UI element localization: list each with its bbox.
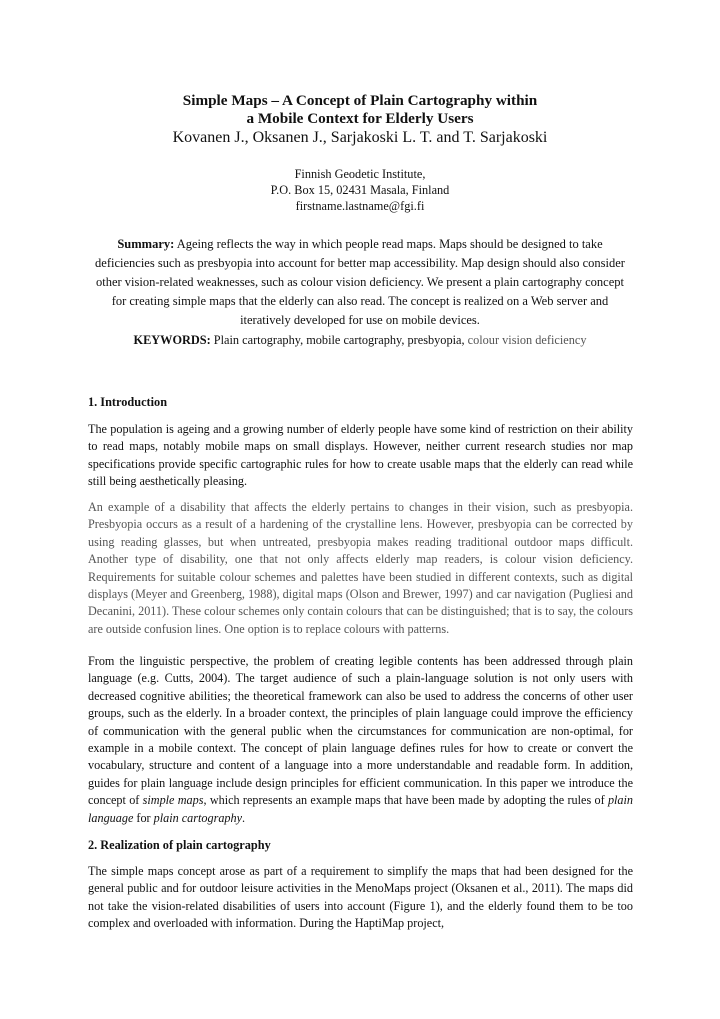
- keywords-label: KEYWORDS:: [133, 333, 211, 347]
- p3-text-a: From the linguistic perspective, the problem of creating legible contents has been addressed through plain language (e.g. Cutts, 2004). The target audience of such a plain-language solution is not only users with decreased cognitive abilities; the theoretical framework can also be used to address the concerns of other user groups, such as the elderly. In a broader context, the principles of plain language could improve the efficiency of communication with the general public when the circumstances for communication are non-optimal, for example in a mobile context. The concept of plain language defines rules for how to create or convert the vocabulary, structure and content of a language into a more understandable and readable form. In addition, guides for plain language include design principles for efficient communication. In this paper we introduce the concept of: [88, 654, 633, 808]
- p3-text-c: for: [136, 810, 151, 825]
- affiliation: [0, 166, 720, 214]
- p3-text-d: .: [242, 810, 246, 825]
- p3-emphasis-plain-cartography: plain cartography: [153, 810, 243, 825]
- section-1-paragraph-1: The population is ageing and a growing number of elderly people have some kind of restriction on their ability to read maps, notably mobile maps on small displays. However, neither current research studies nor map specifications provide specific cartographic rules for how to create usable maps that the elderly can read while still being aesthetically pleasing.: [88, 422, 633, 489]
- p3-text-b: , which represents an example maps that have been made by adopting the rules of: [203, 793, 605, 808]
- affiliation-line-2: P.O. Box 15, 02431 Masala, Finland: [270, 183, 450, 197]
- summary-label: Summary:: [117, 237, 175, 251]
- paper-title: [0, 92, 720, 128]
- section-2-paragraph-1: The simple maps concept arose as part of a requirement to simplify the maps that had been designed for the general public and for outdoor leisure activities in the MenoMaps project (Oksanen et al., 2011). The maps did not take the vision-related disabilities of users into account (Figure 1), and the elderly found them to be too complex and overloaded with information. During the HaptiMap project,: [88, 864, 633, 931]
- affiliation-line-1: Finnish Geodetic Institute,: [294, 167, 426, 181]
- title-line-2: a Mobile Context for Elderly Users: [246, 110, 474, 127]
- section-1-paragraph-2: An example of a disability that affects the elderly pertains to changes in their vision, such as presbyopia. Presbyopia occurs as a result of a hardening of the crystalline lens. However, presbyopia can be corrected by using reading glasses, but when untreated, presbyopia makes reading traditional outdoor maps difficult. Another type of disability, one that not only affects elderly map readers, is colour vision deficiency. Requirements for suitable colour schemes and palettes have been studied in different contexts, such as digital displays (Meyer and Greenberg, 1988), digital maps (Olson and Brewer, 1997) and car navigation (Pugliesi and Decanini, 2011). These colour schemes only contain colours that can be distinguished; that is to say, the colours are outside confusion lines. One option is to replace colours with patterns.: [88, 500, 633, 636]
- keywords-tail: colour vision deficiency: [467, 333, 587, 347]
- title-line-1: Simple Maps – A Concept of Plain Cartography within: [182, 92, 538, 109]
- p3-emphasis-simple-maps: simple maps: [142, 793, 204, 808]
- section-1-heading: 1. Introduction: [88, 395, 168, 409]
- section-1-paragraph-3: [88, 653, 633, 827]
- keywords: [0, 332, 720, 348]
- section-2-heading: 2. Realization of plain cartography: [88, 838, 271, 852]
- p3-emphasis-plain-language: plain language: [88, 793, 633, 825]
- email: firstname.lastname@fgi.fi: [295, 199, 425, 213]
- summary: [90, 235, 630, 330]
- authors: Kovanen J., Oksanen J., Sarjakoski L. T. and T. Sarjakoski: [172, 129, 548, 146]
- keywords-text: Plain cartography, mobile cartography, presbyopia,: [213, 333, 465, 347]
- summary-text: Ageing reflects the way in which people read maps. Maps should be designed to take deficiencies such as presbyopia into account for better map accessibility. Map design should also consider other vision-related weaknesses, such as colour vision deficiency. We present a plain cartography concept for creating simple maps that the elderly can also read. The concept is realized on a Web server and iteratively developed for use on mobile devices.: [95, 237, 625, 327]
